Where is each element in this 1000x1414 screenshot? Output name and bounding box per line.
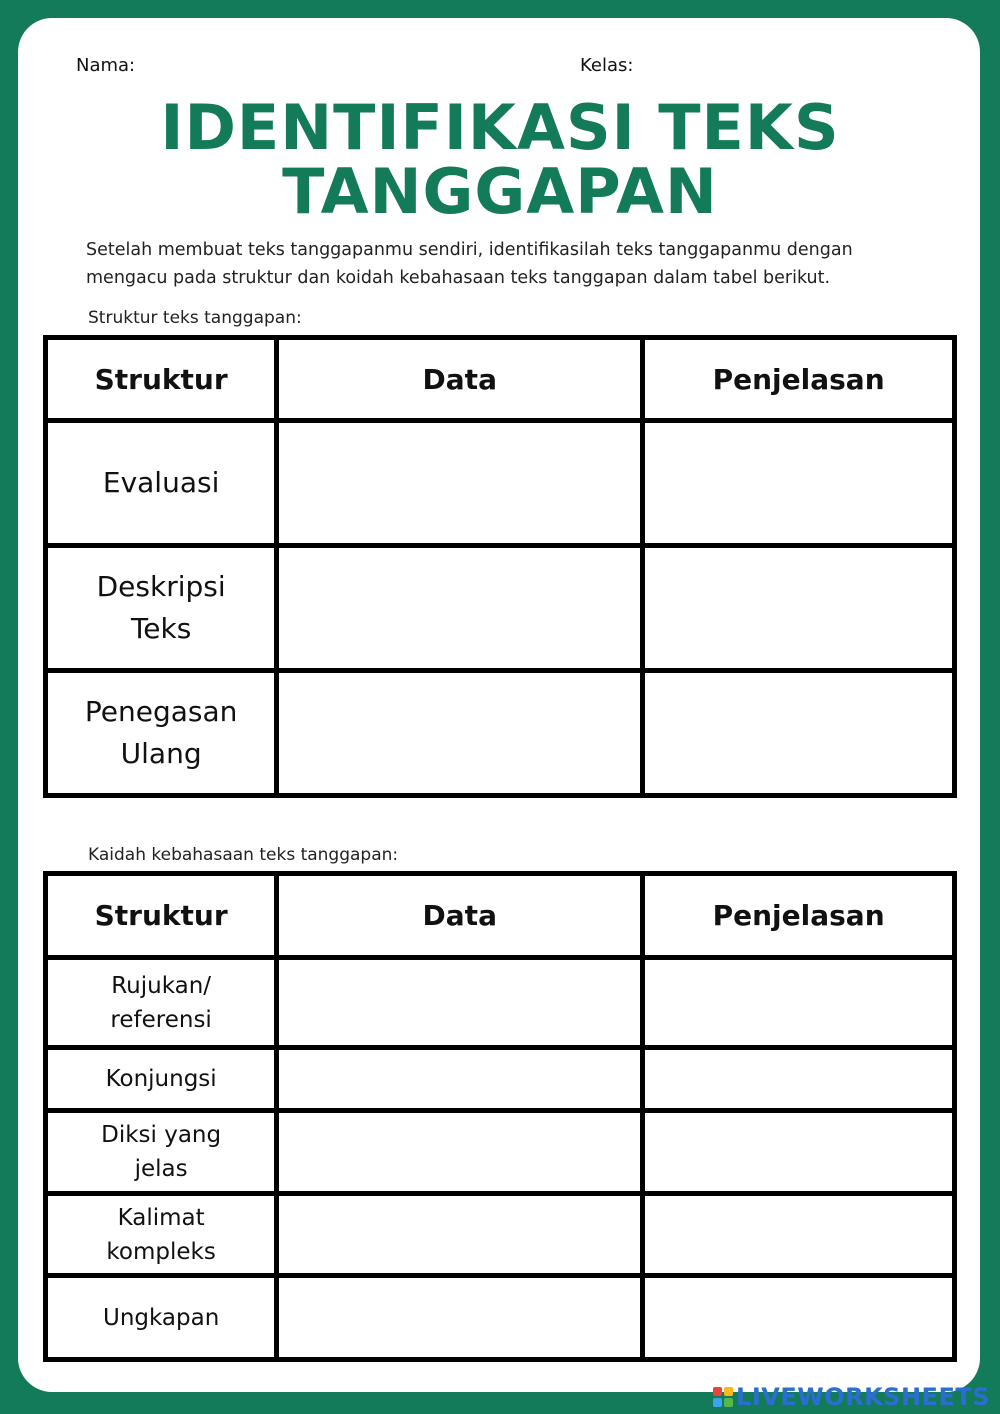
- row-label: [46, 1111, 277, 1194]
- table-row: [46, 671, 955, 796]
- row-label-line: kompleks: [106, 1238, 216, 1265]
- title-line-1: IDENTIFIKASI TEKS: [160, 91, 840, 164]
- row-label: [46, 421, 277, 546]
- header-struktur: Struktur: [46, 874, 277, 958]
- kaidah-table: [43, 871, 957, 1362]
- data-cell[interactable]: [277, 1111, 643, 1194]
- table-row: [46, 546, 955, 671]
- liveworksheets-logo: [713, 1384, 990, 1410]
- row-label-line: Kalimat: [117, 1204, 205, 1231]
- penjelasan-cell[interactable]: [643, 546, 955, 671]
- table-row: [46, 1048, 955, 1111]
- penjelasan-cell[interactable]: [643, 958, 955, 1048]
- liveworksheets-logo-icon: [713, 1387, 733, 1407]
- penjelasan-cell[interactable]: [643, 1048, 955, 1111]
- instructions: Setelah membuat teks tanggapanmu sendiri, identifikasilah teks tanggapanmu dengan mengacu pada struktur dan koidah kebahasaan teks tanggapan dalam tabel berikut.: [86, 240, 853, 288]
- data-cell[interactable]: [277, 421, 643, 546]
- row-label: [46, 671, 277, 796]
- logo-square: [724, 1387, 733, 1396]
- header-penjelasan: Penjelasan: [643, 338, 955, 421]
- penjelasan-cell[interactable]: [643, 1111, 955, 1194]
- row-label: [46, 958, 277, 1048]
- row-label-line: Evaluasi: [102, 466, 220, 499]
- penjelasan-cell[interactable]: [643, 421, 955, 546]
- header-struktur: Struktur: [46, 338, 277, 421]
- data-cell[interactable]: [277, 1276, 643, 1360]
- table1-caption: Struktur teks tanggapan:: [88, 308, 302, 328]
- row-label: [46, 1276, 277, 1360]
- header-penjelasan: Penjelasan: [643, 874, 955, 958]
- nama-label: Nama:: [76, 55, 136, 76]
- row-label-line: jelas: [134, 1156, 188, 1182]
- row-label-line: Diksi yang: [101, 1122, 222, 1148]
- row-label-line: Rujukan/: [111, 972, 212, 999]
- table-header-row: [46, 874, 955, 958]
- header-data: Data: [277, 874, 643, 958]
- logo-square: [713, 1398, 722, 1407]
- row-label-line: Ungkapan: [102, 1304, 220, 1331]
- row-label-line: Penegasan: [84, 695, 238, 728]
- row-label: [46, 1048, 277, 1111]
- row-label-line: Teks: [130, 612, 192, 645]
- table-row: [46, 958, 955, 1048]
- data-cell[interactable]: [277, 671, 643, 796]
- liveworksheets-logo-text: LIVEWORKSHEETS: [736, 1383, 990, 1411]
- penjelasan-cell[interactable]: [643, 1276, 955, 1360]
- row-label: [46, 546, 277, 671]
- table2-caption: Kaidah kebahasaan teks tanggapan:: [88, 845, 399, 865]
- logo-square: [724, 1398, 733, 1407]
- header-data: Data: [277, 338, 643, 421]
- table-header-row: [46, 338, 955, 421]
- row-label-line: referensi: [110, 1006, 212, 1033]
- penjelasan-cell[interactable]: [643, 1194, 955, 1276]
- struktur-table: [43, 335, 957, 798]
- row-label-line: Konjungsi: [105, 1066, 217, 1092]
- row-label-line: Ulang: [120, 737, 202, 770]
- table-row: [46, 1194, 955, 1276]
- data-cell[interactable]: [277, 1048, 643, 1111]
- data-cell[interactable]: [277, 1194, 643, 1276]
- logo-square: [713, 1387, 722, 1396]
- title-line-2: TANGGAPAN: [282, 155, 718, 228]
- data-cell[interactable]: [277, 546, 643, 671]
- data-cell[interactable]: [277, 958, 643, 1048]
- kelas-label: Kelas:: [580, 55, 634, 76]
- row-label: [46, 1194, 277, 1276]
- table-row: [46, 1276, 955, 1360]
- penjelasan-cell[interactable]: [643, 671, 955, 796]
- table-row: [46, 421, 955, 546]
- row-label-line: Deskripsi: [96, 570, 226, 603]
- table-row: [46, 1111, 955, 1194]
